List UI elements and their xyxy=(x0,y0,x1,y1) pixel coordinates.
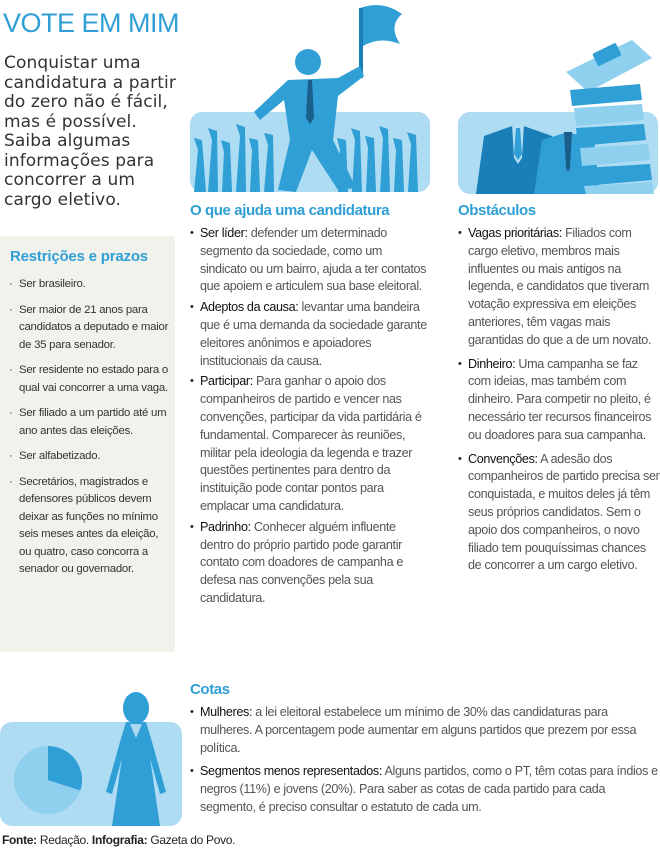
quotas-list xyxy=(190,704,660,817)
restrictions-list xyxy=(9,276,169,587)
restriction-item: · Secretários, magistrados e defensores públicos devem deixar as funções no mínimo seis meses antes da eleição, ou quatro, caso concorra a senador ou governador. xyxy=(9,474,169,579)
restriction-item: · Ser brasileiro. xyxy=(9,276,169,294)
source-value: Redação. xyxy=(36,833,92,847)
money-obstacles-illustration xyxy=(456,28,660,196)
help-item-term: Participar: xyxy=(200,374,253,389)
restriction-item: · Ser maior de 21 anos para candidatos a deputado e maior de 35 para senador. xyxy=(9,302,169,355)
obstacle-item-term: Dinheiro: xyxy=(468,356,516,371)
restriction-item: · Ser filiado a um partido até um ano antes das eleições. xyxy=(9,405,169,440)
help-item-text: defender um determinado segmento da sociedade, como um sindicato ou um bairro, ajuda a ter contatos que apoiem e articulem sua base eleitoral. xyxy=(200,226,427,294)
infographic-label: Infografia: xyxy=(91,833,148,847)
quota-pie-icon xyxy=(14,746,82,814)
quota-item xyxy=(190,763,660,816)
quota-item-text: Alguns partidos, como o PT, têm cotas para índios e negros (11%) e jovens (20%). Para saber as cotas de cada partido para cada segmento, é preciso consultar o estatuto de cada um. xyxy=(200,764,658,814)
help-section xyxy=(190,202,430,611)
obstacles-list xyxy=(458,225,660,575)
page-title: VOTE EM MIM xyxy=(3,8,179,38)
obstacles-heading: Obstáculos xyxy=(458,202,536,219)
quota-item-term: Segmentos menos representados: xyxy=(200,764,383,779)
infographic-value: Gazeta do Povo. xyxy=(147,833,236,847)
obstacle-item-term: Vagas prioritárias: xyxy=(468,226,562,240)
help-item xyxy=(190,299,430,370)
source-credit xyxy=(2,833,235,847)
restrictions-panel xyxy=(0,236,175,652)
help-item xyxy=(190,225,430,296)
obstacle-item-term: Convenções: xyxy=(468,451,538,466)
help-item-term: Padrinho: xyxy=(200,519,251,534)
obstacle-item-text: Filiados com cargo eletivo, membros mais influentes ou mais antigos na legenda, e candidatos que tiveram votação expressiva em eleições anteriores, têm vagas mais garantidas do que a de um novato. xyxy=(468,226,652,347)
obstacle-item xyxy=(458,356,660,445)
restriction-item: · Ser alfabetizado. xyxy=(9,448,169,466)
quotas-section xyxy=(190,681,660,823)
obstacle-item xyxy=(458,451,660,576)
leader-flag-illustration xyxy=(188,0,432,195)
help-item xyxy=(190,519,430,608)
quotas-heading: Cotas xyxy=(190,681,230,698)
restrictions-heading: Restrições e prazos xyxy=(10,248,148,265)
help-item xyxy=(190,373,430,515)
source-label: Fonte: xyxy=(2,833,37,847)
quota-item-term: Mulheres: xyxy=(200,705,253,719)
help-list xyxy=(190,225,430,608)
obstacles-section xyxy=(458,202,660,578)
obstacle-item xyxy=(458,225,660,350)
help-item-text: levantar uma bandeira que é uma demanda da sociedade garante eleitores anônimos e apoiadores institucionais da causa. xyxy=(200,300,427,368)
help-heading: O que ajuda uma candidatura xyxy=(190,202,390,219)
help-item-text: Para ganhar o apoio dos companheiros de partido e vencer nas convenções, participar da vida partidária é fundamental. Comparecer às reuniões, militar pela ideologia da legenda e trazer questões pertinentes para dentro da instituição pode contar pontos para emplacar uma candidatura. xyxy=(200,374,422,513)
intro-text: Conquistar uma candidatura a partir do zero não é fácil, mas é possível. Saiba algumas informações para concorrer a um cargo eletivo. xyxy=(4,53,176,210)
help-item-text: Conhecer alguém influente dentro do próprio partido pode garantir contato com doadores de campanha e defesa nas convenções pela sua candidatura. xyxy=(200,519,404,605)
quota-item-text: a lei eleitoral estabelece um mínimo de 30% das candidaturas para mulheres. A porcentagem pode aumentar em alguns partidos que prezem por essa política. xyxy=(200,705,637,755)
women-quota-illustration xyxy=(0,692,182,826)
quota-item xyxy=(190,704,660,757)
restriction-item: · Ser residente no estado para o qual vai concorrer a uma vaga. xyxy=(9,362,169,397)
obstacle-item-text: Uma campanha se faz com ideias, mas também com dinheiro. Para competir no pleito, é necessário ter recursos financeiros ou doadores para sua campanha. xyxy=(468,356,652,442)
help-item-term: Ser líder: xyxy=(200,226,248,240)
help-item-term: Adeptos da causa: xyxy=(200,300,299,315)
obstacle-item-text: A adesão dos companheiros de partido precisa ser conquistada, e muitos deles já têm seus próprios candidatos. Sem o apoio dos companheiros, o novo filiado tem pouquíssimas chances de concorrer a um cargo eletivo. xyxy=(468,451,660,573)
